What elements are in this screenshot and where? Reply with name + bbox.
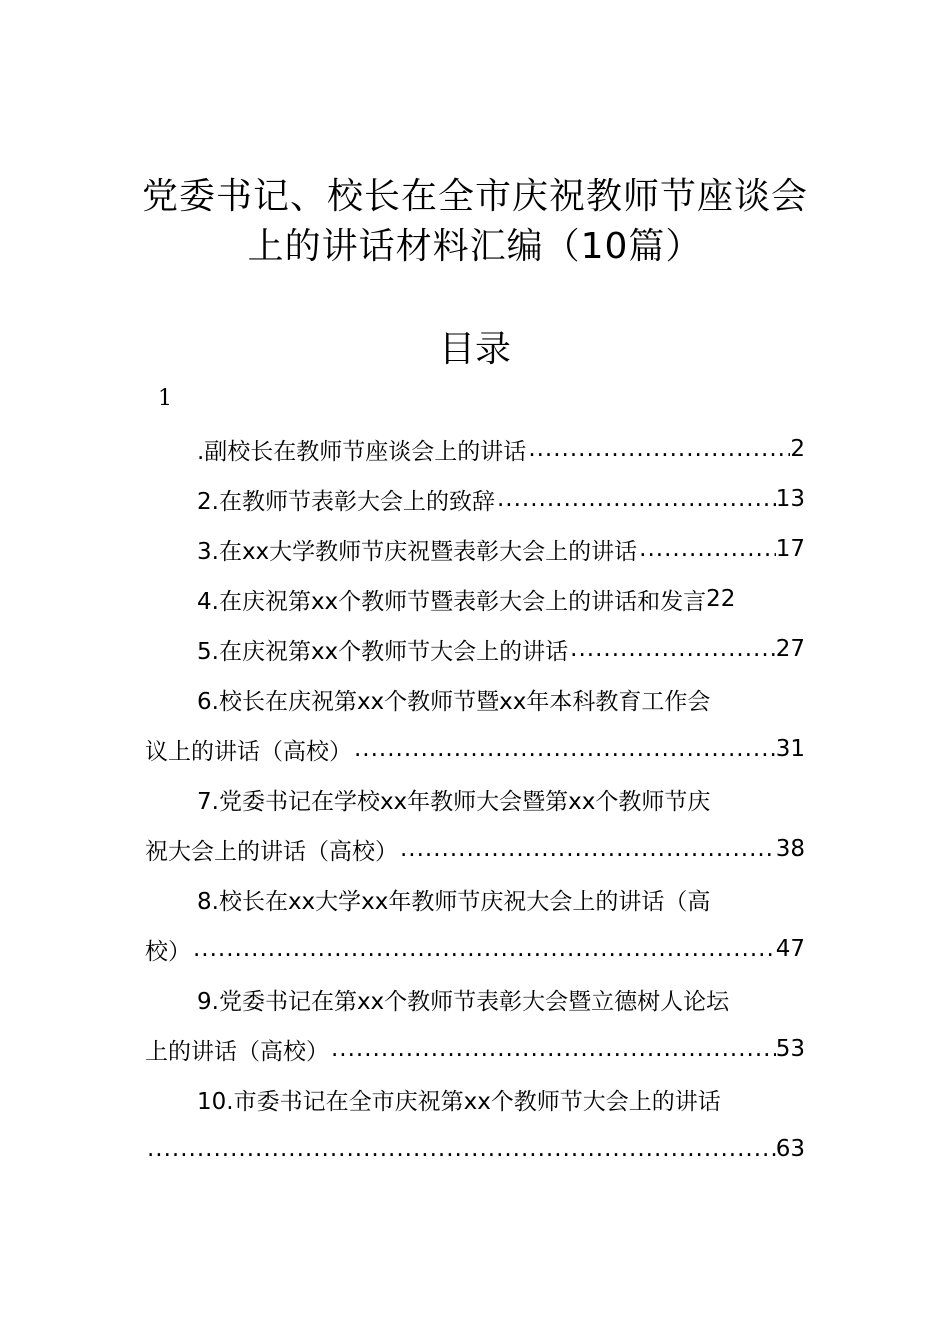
toc-page-number: 38 <box>775 836 805 862</box>
toc-entry-7-line-2[interactable] <box>145 824 805 874</box>
toc-entry-title: 9.党委书记在第xx个教师节表彰大会暨立德树人论坛 <box>197 988 730 1015</box>
toc-entry-1[interactable] <box>145 424 805 474</box>
toc-entry-9-line-1[interactable] <box>145 974 805 1024</box>
title-line-2: 上的讲话材料汇编（10篇） <box>247 226 703 267</box>
toc-leader-dots <box>191 936 776 962</box>
toc-entry-9-line-2[interactable] <box>145 1024 805 1074</box>
toc-entry-6-line-1[interactable] <box>145 674 805 724</box>
toc-entry-7-line-1[interactable] <box>145 774 805 824</box>
toc-entry-title: 10.市委书记在全市庆祝第xx个教师节大会上的讲话 <box>197 1088 721 1115</box>
toc-entry-8-line-1[interactable] <box>145 874 805 924</box>
toc-leader-dots <box>329 1036 776 1062</box>
toc-entry-title: 2.在教师节表彰大会上的致辞 <box>197 488 495 515</box>
toc-page-number: 17 <box>775 536 805 562</box>
document-title <box>0 172 950 272</box>
toc-page-number: 31 <box>775 736 805 762</box>
toc-entry-4[interactable] <box>145 574 805 624</box>
toc-entry-title: 7.党委书记在学校xx年教师大会暨第xx个教师节庆 <box>197 788 711 815</box>
toc-entry-5[interactable] <box>145 624 805 674</box>
toc-leader-dots <box>526 436 790 462</box>
toc-entry-title: .副校长在教师节座谈会上的讲话 <box>197 438 527 465</box>
toc-entry-title-cont: 议上的讲话（高校） <box>145 738 352 765</box>
toc-page-number: 63 <box>775 1136 805 1162</box>
toc-leader-dots <box>352 736 776 762</box>
toc-heading: 目录 <box>438 329 511 370</box>
toc-entry-3[interactable] <box>145 524 805 574</box>
toc-entry-title-cont: 祝大会上的讲话（高校） <box>145 838 398 865</box>
toc-entry-title: 8.校长在xx大学xx年教师节庆祝大会上的讲话（高 <box>197 888 711 915</box>
toc-page-number: 47 <box>775 936 805 962</box>
toc-entry-title: 6.校长在庆祝第xx个教师节暨xx年本科教育工作会 <box>197 688 711 715</box>
toc-leader-dots <box>495 486 776 512</box>
toc-entry-title: 4.在庆祝第xx个教师节暨表彰大会上的讲话和发言 <box>197 588 707 615</box>
toc-entry-6-line-2[interactable] <box>145 724 805 774</box>
toc-leader-dots <box>398 836 776 862</box>
title-line-1: 党委书记、校长在全市庆祝教师节座谈会 <box>141 176 808 217</box>
toc-entry-2[interactable] <box>145 474 805 524</box>
toc-leader-dots <box>568 636 776 662</box>
page-marker: 1 <box>158 386 172 411</box>
toc-page-number: 2 <box>790 436 805 462</box>
table-of-contents <box>145 424 805 1174</box>
toc-page-number: 13 <box>775 486 805 512</box>
toc-entry-8-line-2[interactable] <box>145 924 805 974</box>
toc-entry-10-line-1[interactable] <box>145 1074 805 1124</box>
toc-entry-10-line-2[interactable] <box>145 1124 805 1174</box>
toc-page-number: 22 <box>706 586 736 612</box>
toc-entry-title-cont: 上的讲话（高校） <box>145 1038 329 1065</box>
toc-leader-dots <box>145 1136 776 1162</box>
toc-leader-dots <box>637 536 776 562</box>
toc-entry-title: 3.在xx大学教师节庆祝暨表彰大会上的讲话 <box>197 538 638 565</box>
toc-page-number: 53 <box>775 1036 805 1062</box>
toc-entry-title: 5.在庆祝第xx个教师节大会上的讲话 <box>197 638 569 665</box>
toc-entry-title-cont: 校） <box>145 938 191 965</box>
toc-page-number: 27 <box>775 636 805 662</box>
